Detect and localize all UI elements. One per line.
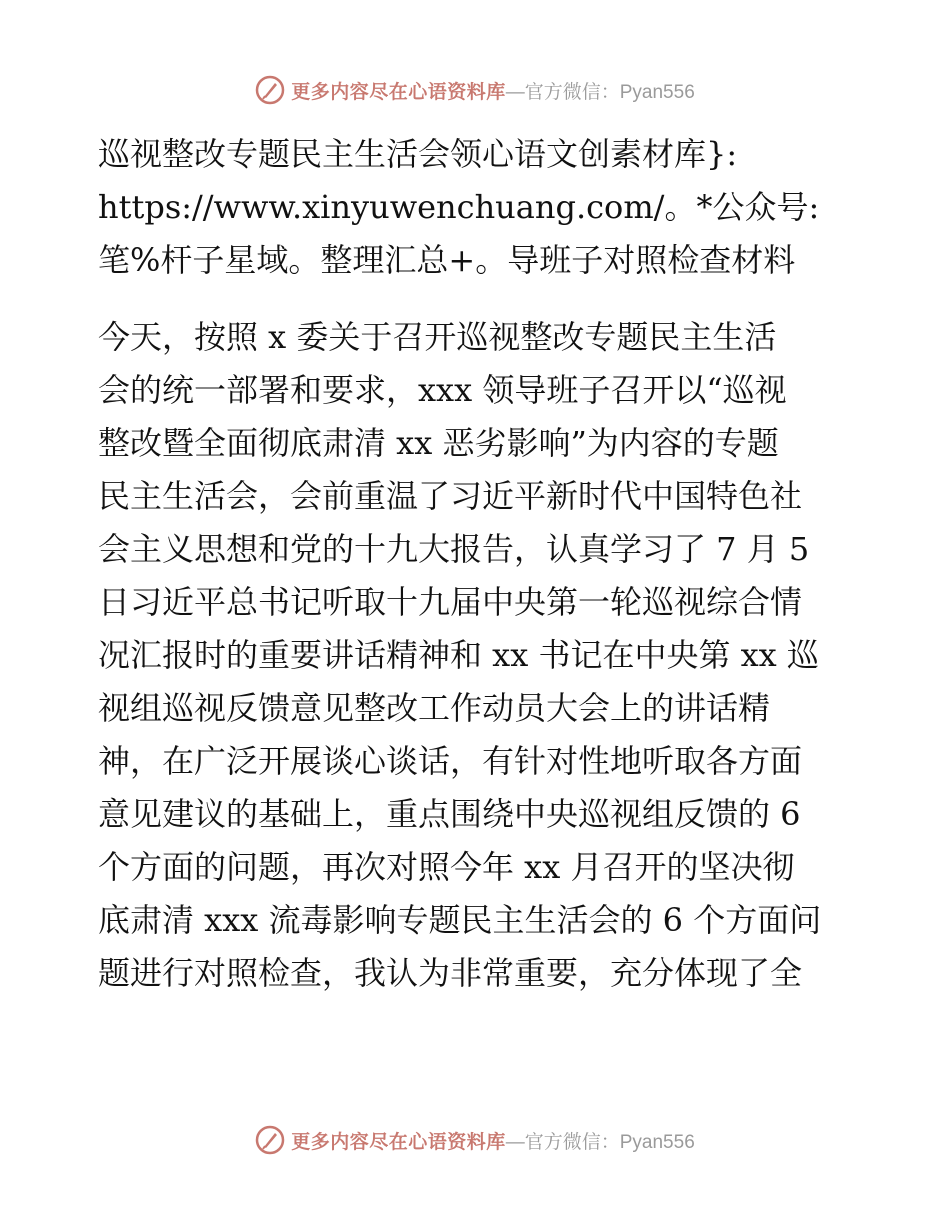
footer-watermark-banner xyxy=(0,1120,950,1160)
paragraph-line: 会主义思想和党的十九大报告，认真学习了 7 月 5 xyxy=(98,530,810,568)
paragraph-line: 日习近平总书记听取十九届中央第一轮巡视综合情 xyxy=(98,583,803,621)
header-watermark-banner xyxy=(0,70,950,110)
title-line: 巡视整改专题民主生活会领心语文创素材库}: xyxy=(98,135,738,173)
paragraph-line: 视组巡视反馈意见整改工作动员大会上的讲话精 xyxy=(98,689,771,727)
paragraph-line: 神，在广泛开展谈心谈话，有针对性地听取各方面 xyxy=(98,742,803,780)
paragraph-line: 意见建议的基础上，重点围绕中央巡视组反馈的 6 xyxy=(98,795,801,833)
document-paragraph xyxy=(98,311,868,1000)
footer-banner-sub-text: —官方微信：Pyan556 xyxy=(505,1131,695,1153)
paragraph-line: 个方面的问题，再次对照今年 xx 月召开的坚决彻 xyxy=(98,848,795,886)
paragraph-line: 整改暨全面彻底肃清 xx 恶劣影响”为内容的专题 xyxy=(98,424,779,462)
paragraph-line: 况汇报时的重要讲话精神和 xx 书记在中央第 xx 巡 xyxy=(98,636,819,674)
header-banner-sub-text: —官方微信：Pyan556 xyxy=(505,81,695,103)
document-title xyxy=(98,128,868,287)
quill-logo-icon xyxy=(255,1125,285,1155)
title-line: 笔%杆子星域。整理汇总+。导班子对照检查材料 xyxy=(98,241,796,279)
paragraph-line: 会的统一部署和要求，xxx 领导班子召开以“巡视 xyxy=(98,371,787,409)
header-banner-main-text: 更多内容尽在心语资料库 xyxy=(291,80,506,103)
quill-logo-icon xyxy=(255,75,285,105)
paragraph-line: 今天，按照 x 委关于召开巡视整改专题民主生活 xyxy=(98,318,777,356)
paragraph-line: 民主生活会，会前重温了习近平新时代中国特色社 xyxy=(98,477,803,515)
footer-banner-main-text: 更多内容尽在心语资料库 xyxy=(291,1130,506,1153)
title-line: https://www.xinyuwenchuang.com/。*公众号: xyxy=(98,188,820,226)
paragraph-line: 底肃清 xxx 流毒影响专题民主生活会的 6 个方面问 xyxy=(98,901,822,939)
paragraph-line: 题进行对照检查，我认为非常重要，充分体现了全 xyxy=(98,954,803,992)
